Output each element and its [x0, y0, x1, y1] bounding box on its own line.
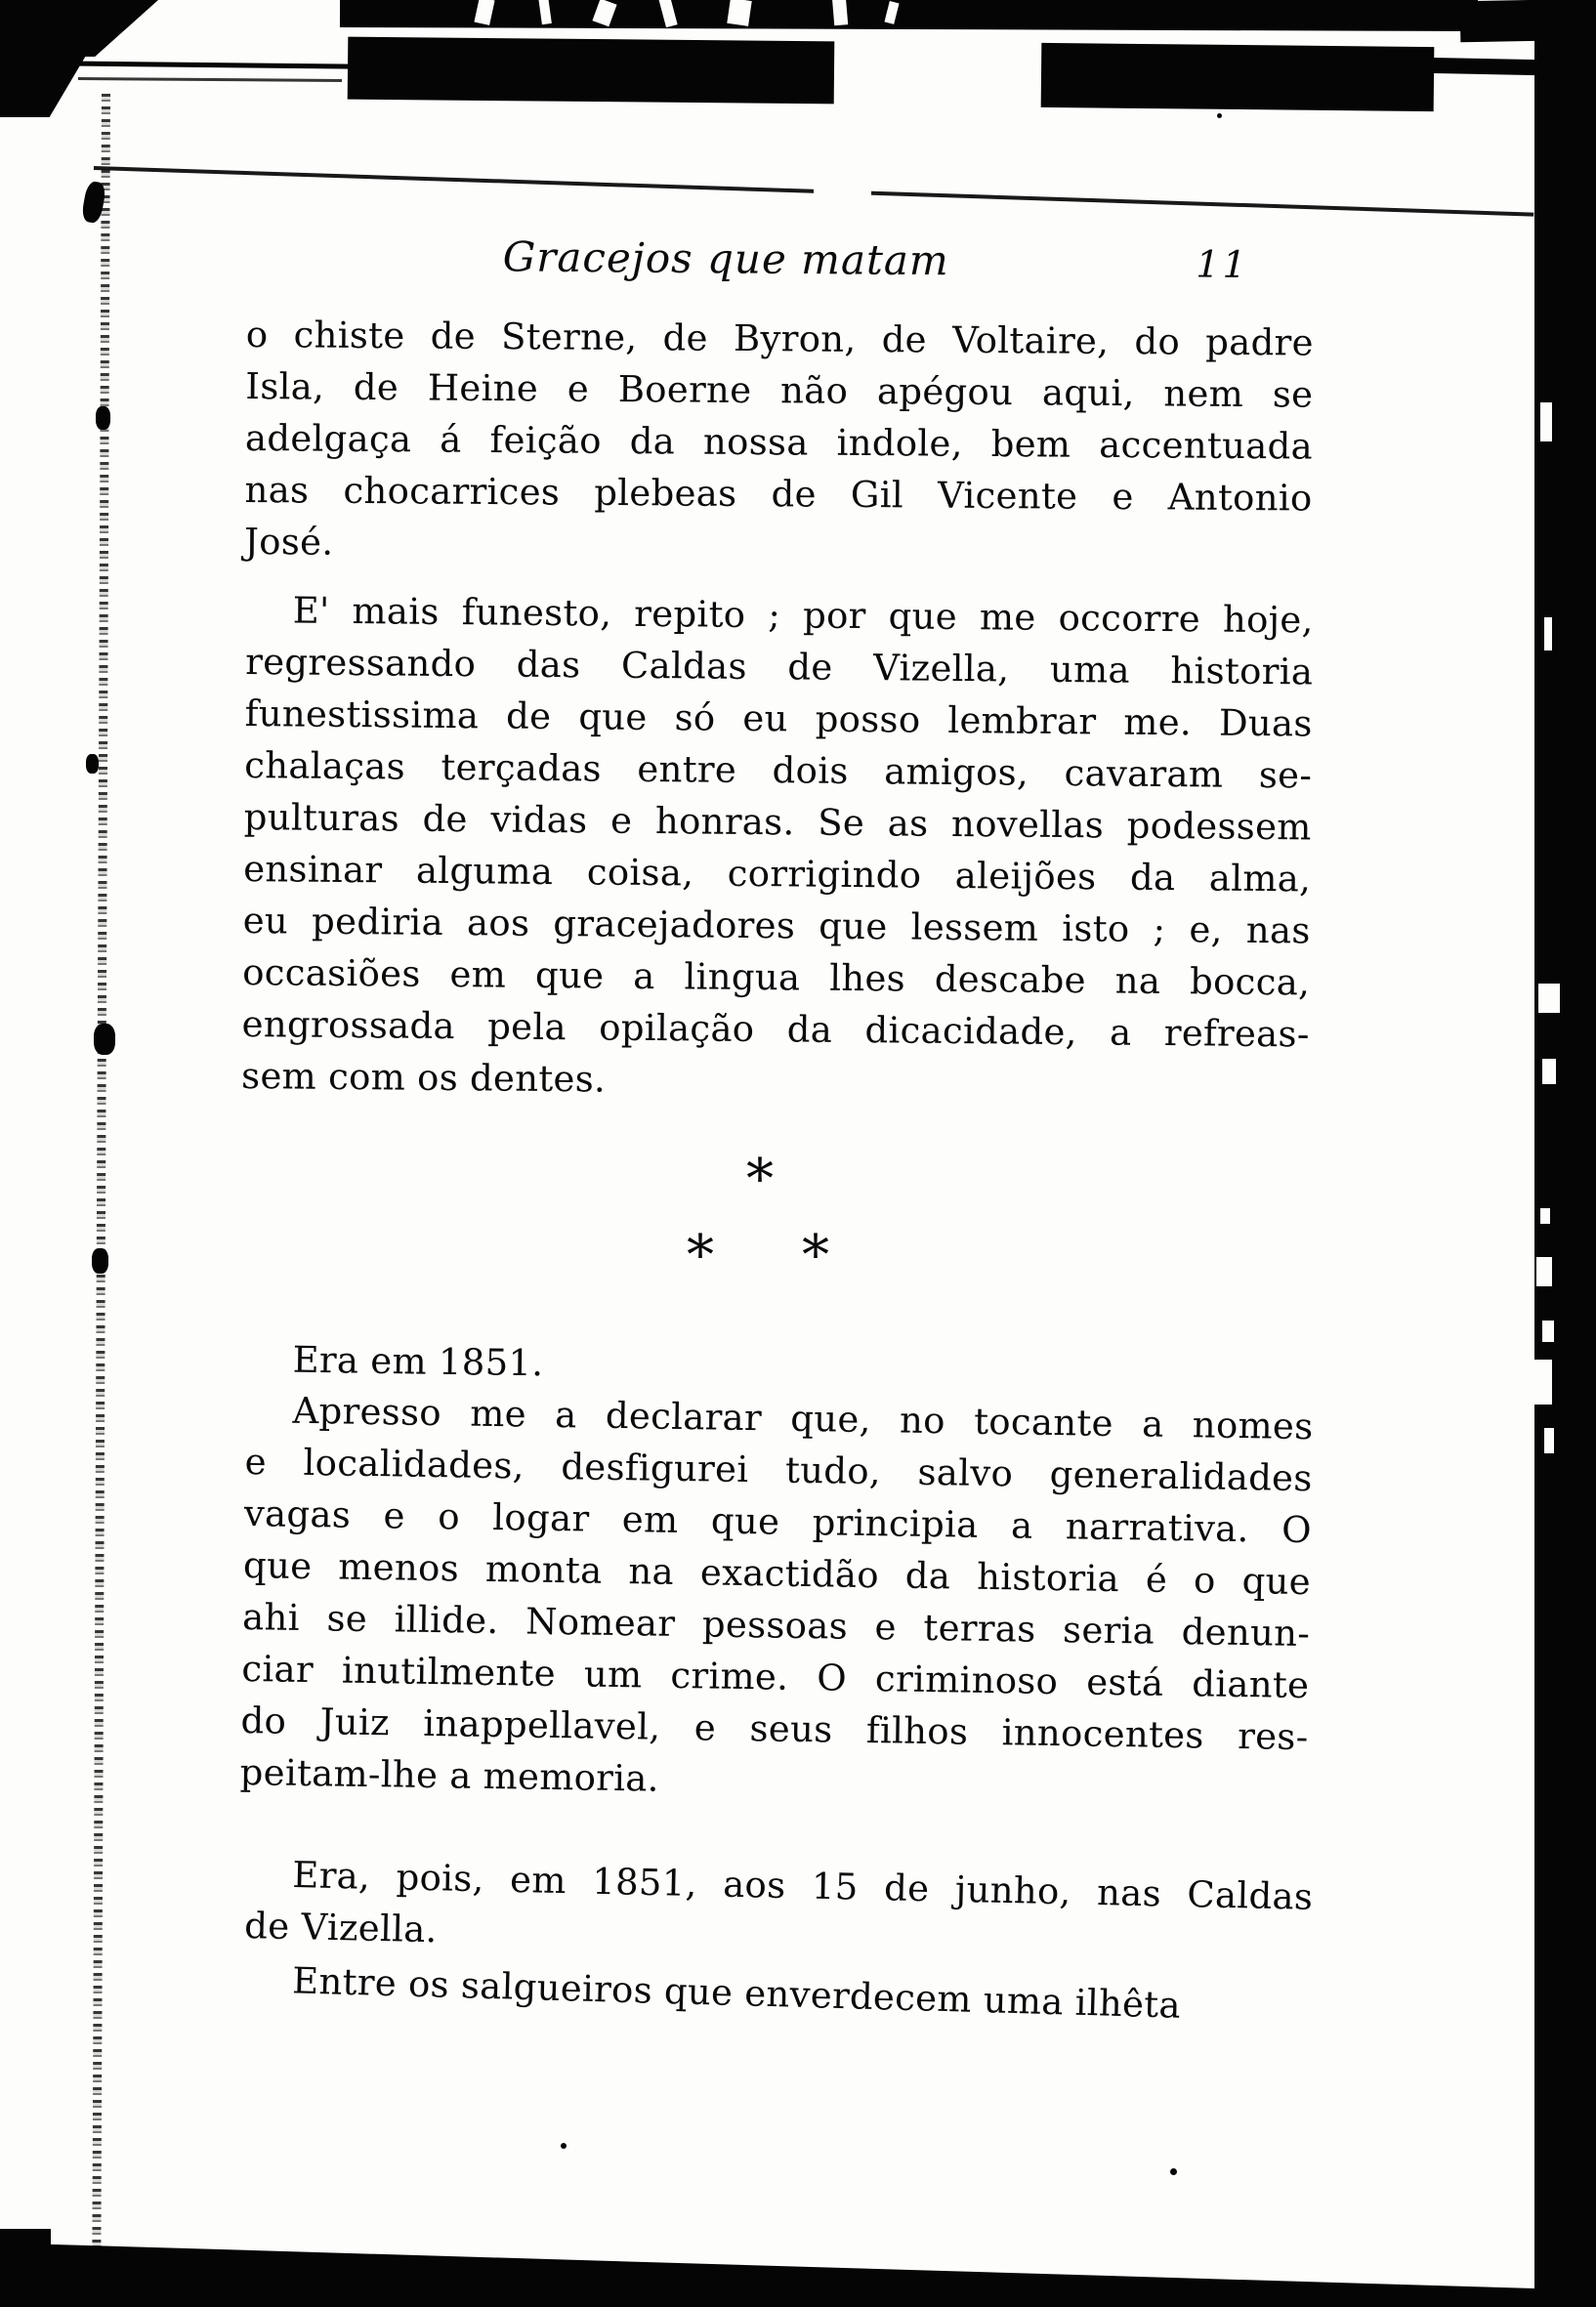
text-line: ahi se illide. Nomear pessoas e terras seria denun-: [241, 1595, 1311, 1656]
scan-speck: [1536, 1257, 1552, 1286]
scan-speck: [1540, 402, 1552, 441]
scan-artifact-streak: [61, 61, 354, 68]
text-line: pulturas de vidas e honras. Se as novellas podessem: [243, 795, 1312, 849]
running-title-wrap: [246, 231, 1314, 288]
text-line: eu pediria aos gracejadores que lessem isto ; e, nas: [242, 899, 1311, 952]
scan-dot: [561, 2143, 567, 2149]
text-line: que menos monta na exactidão da historia é o que: [242, 1543, 1312, 1604]
scan-artifact-streak: [78, 77, 342, 82]
text-line: de Vizella.: [243, 1904, 439, 1951]
scan-artifact-band: [348, 37, 835, 105]
torn-paper-mark: [474, 0, 494, 25]
text-line: engrossada pela opilação da dicacidade, a refreas-: [241, 1002, 1310, 1056]
text-line: ensinar alguma coisa, corrigindo aleijões da alma,: [242, 847, 1312, 901]
scan-artifact-top-band: [340, 0, 1478, 31]
scan-artifact-right-band: [1534, 31, 1596, 2307]
text-line: nas chocarrices plebeas de Gil Vicente e Antonio: [244, 468, 1313, 520]
scan-blot: [92, 1248, 108, 1274]
scan-artifact-band: [1041, 43, 1435, 111]
text-line: o chiste de Sterne, de Byron, de Voltaire, do padre: [245, 313, 1314, 364]
text-line: Era, pois, em 1851, aos 15 de junho, nas Caldas: [291, 1854, 1314, 1918]
text-line: occasiões em que a lingua lhes descabe na bocca,: [241, 950, 1311, 1004]
torn-paper-mark: [538, 0, 552, 24]
text-line: funestissima de que só eu posso lembrar me. Duas: [244, 692, 1313, 745]
torn-paper-mark: [658, 0, 677, 27]
text-line: Era em 1851.: [292, 1338, 544, 1385]
scan-blot: [96, 406, 110, 430]
scan-speck: [1534, 1360, 1552, 1405]
text-line: adelgaça á feição da nossa indole, bem accentuada: [244, 416, 1314, 468]
torn-paper-mark: [832, 0, 848, 25]
scan-artifact-diagonal-line: [94, 166, 1533, 217]
text-line: regressando das Caldas de Vizella, uma historia: [245, 640, 1314, 693]
text-line: chalaças terçadas entre dois amigos, cavaram se-: [244, 743, 1313, 797]
scan-speck: [1544, 1428, 1554, 1453]
asterisk-icon: *: [687, 1224, 714, 1287]
torn-paper-mark: [727, 0, 751, 26]
text-line: Apresso me a declarar que, no tocante a nomes: [292, 1389, 1314, 1448]
page-number: 11: [1196, 242, 1249, 286]
scan-blot: [86, 754, 99, 774]
scan-artifact-top-left: [0, 0, 158, 57]
asterisk-icon: *: [802, 1224, 829, 1287]
text-line: vagas e o logar em que principia a narrativa. O: [243, 1491, 1313, 1552]
text-line: José.: [243, 520, 334, 564]
scan-artifact-bottom-left: [0, 2229, 51, 2307]
scan-speck: [1544, 617, 1552, 650]
scan-artifact-band: [1421, 58, 1543, 76]
paragraph: [244, 309, 1314, 576]
scan-artifact-bottom-band: [0, 2243, 1596, 2307]
text-line: Entre os salgueiros que enverdecem uma ilhêta: [291, 1959, 1182, 2027]
torn-paper-mark: [592, 0, 616, 26]
paragraph: [239, 1384, 1314, 1815]
paragraph: [241, 584, 1314, 1112]
text-line: e localidades, desfigurei tudo, salvo generalidades: [244, 1440, 1313, 1500]
scan-dot: [1217, 113, 1222, 118]
scan-speck: [1542, 1321, 1554, 1342]
text-line: Isla, de Heine e Boerne não apégou aqui, nem se: [245, 364, 1314, 416]
page-header: [246, 231, 1314, 288]
scan-speck: [1538, 984, 1560, 1013]
scan-blot: [94, 1024, 115, 1055]
asterisk-icon: *: [746, 1148, 774, 1211]
paragraph: [244, 1848, 1314, 1975]
scan-speck: [1542, 1059, 1556, 1084]
scan-dot: [1170, 2168, 1177, 2175]
text-line: sem com os dentes.: [240, 1054, 607, 1101]
torn-paper-mark: [884, 1, 899, 24]
scan-speck: [1540, 1208, 1550, 1224]
text-line: peitam-lhe a memoria.: [239, 1750, 660, 1800]
text-line: do Juiz inappellavel, e seus filhos innocentes res-: [240, 1699, 1309, 1759]
text-line: E' mais funesto, repito ; por que me occorre hoje,: [292, 589, 1314, 642]
running-title: Gracejos que matam: [502, 232, 949, 285]
text-line: ciar inutilmente um crime. O criminoso está diante: [241, 1647, 1310, 1707]
scan-artifact-top-left-tail: [0, 49, 90, 117]
